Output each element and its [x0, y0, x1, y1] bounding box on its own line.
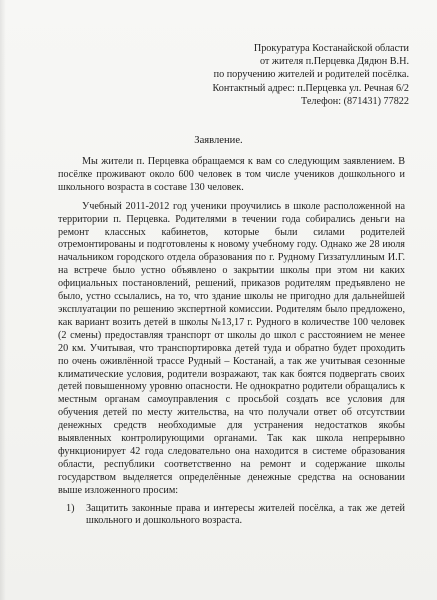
- document-title: Заявление.: [194, 135, 243, 146]
- header-phone: Телефон: (871431) 77822: [301, 95, 409, 107]
- scan-shadow: [0, 0, 6, 600]
- request-item: [58, 503, 405, 529]
- paragraph-main: Учебный 2011-2012 год ученики проучились в школе расположенной на территории п. Перцевка. Родителями в течении года собирались деньги на ремонт классных кабинетов, которые были силами родителей отремонтированы и подготовлены к новому учебному году. Однако же 28 июля начальником городского отдела образования по г. Рудному Гиззатуллиным И.Г. на встрече было устно объявлено о закрытии школы при этом ни каких официальных постановлений, решений, приказов родителям предъявлено не было, устно ссылались, на то, что здание школы не пригодно для дальнейшей эксплуатации по решению экспертной комиссии. Родителям было предложено, как вариант возить детей в школы №13,17 г. Рудного в количестве 100 человек (2 смены) предоставляя транспорт от школы до школ с расстоянием не менее 20 км. Учитывая, что транспортировка детей туда и обратно будет проходить по очень оживлённой трассе Рудный – Костанай, а так же учитывая сезонные климатические условия, родители возражают, так как боятся подвергать своих детей повышенному уровню опасности. Не однократно родители обращались к местным органам самоуправления с просьбой создать все условия для обучения детей по месту жительства, на что получали ответ об отсутствии денежных средств необходимые для устранения недостатков якобы выявленных контролирующими органами. Так как школа непрерывно функционирует 42 года следовательно она находится в системе образования области, республики соответственно на ремонт и содержание школы государством выделяется определённые денежные средства на основании выше изложенного просим:: [58, 200, 405, 496]
- header-on-behalf: по поручению жителей и родителей посёлка.: [213, 69, 409, 81]
- header-address: Контактный адрес: п.Перцевка ул. Речная 6/2: [212, 82, 409, 94]
- header-recipient: Прокуратура Костанайской области: [253, 43, 409, 54]
- paragraph-intro: Мы жители п. Перцевка обращаемся к вам со следующим заявлением. В посёлке проживают около 600 человек в том числе учеников дошкольного и школьного возраста в составе 130 человек.: [58, 156, 405, 193]
- header-sender: от жителя п.Перцевка Дядюн В.Н.: [259, 56, 409, 68]
- document-body: [58, 156, 405, 528]
- request-list: [58, 503, 405, 529]
- request-text: Защитить законные права и интересы жителей посёлка, а так же детей школьного и дошкольного возраста.: [86, 502, 405, 527]
- letter-header: [212, 42, 409, 108]
- request-number: 1): [66, 502, 75, 514]
